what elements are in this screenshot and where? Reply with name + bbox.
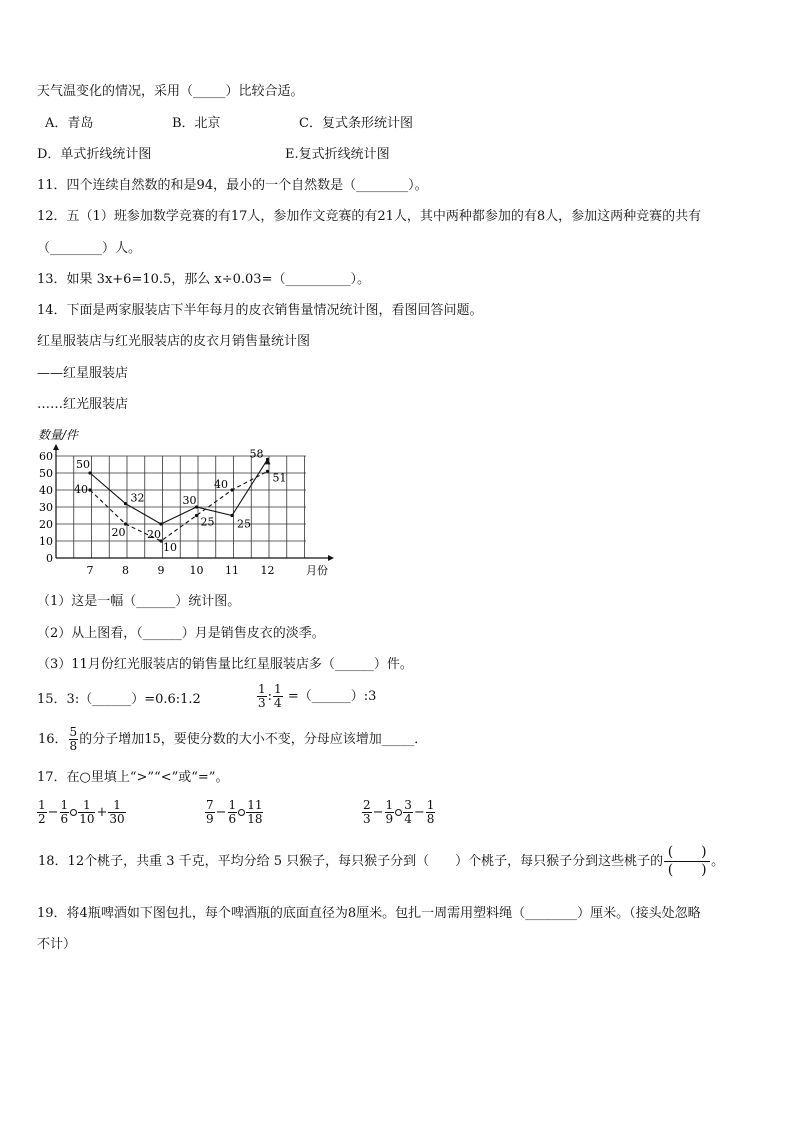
- question-14-1: （1）这是一幅（______）统计图。: [37, 594, 241, 609]
- y-tick-label: 40: [39, 484, 53, 497]
- legend-hongguang: ……红光服装店: [37, 397, 129, 412]
- compare-circle[interactable]: [395, 809, 402, 816]
- question-18: 18．12个桃子，共重 3 千克，平均分给 5 只猴子，每只猴子分到（ ）个桃子，每只猴子分到这些桃子的 ( ) ( )。: [38, 844, 725, 878]
- question-11: 11．四个连续自然数的和是94，最小的一个自然数是（________）。: [37, 178, 428, 193]
- data-point: [88, 471, 91, 474]
- question-19-line2: 不计）: [37, 937, 77, 952]
- question-14-3: （3）11月份红光服装店的销售量比红星服装店多（______）件。: [37, 657, 413, 672]
- data-label: 32: [130, 491, 145, 505]
- option-b: B．北京: [172, 116, 221, 131]
- question-14-2: （2）从上图看，（______）月是销售皮衣的淡季。: [37, 626, 325, 641]
- compare-circle[interactable]: [70, 809, 77, 816]
- y-tick-label: 60: [39, 450, 53, 463]
- y-tick-label: 20: [39, 518, 53, 531]
- data-label: 50: [76, 458, 90, 471]
- series-arrowhead: [265, 458, 271, 464]
- question-12-line2: （________）人。: [37, 241, 142, 256]
- data-label: 20: [111, 526, 126, 539]
- data-label: 51: [272, 471, 287, 485]
- data-label: 10: [163, 541, 177, 554]
- q10-tail: 天气温变化的情况，采用（_____）比较合适。: [37, 84, 304, 99]
- y-tick-label: 0: [46, 552, 53, 565]
- fraction-blank: ( ) ( ): [664, 844, 710, 879]
- data-label: 40: [74, 483, 88, 496]
- option-e: E.复式折线统计图: [285, 147, 390, 162]
- x-tick-label: 9: [157, 564, 165, 577]
- option-a: A．青岛: [45, 116, 94, 131]
- compare-2: $\frac{7}{9}$ − $\frac{1}{6}$ $\frac{11}{18}$: [206, 798, 263, 826]
- line-chart: [30, 422, 350, 582]
- question-17: 17．在○里填上“>”“<”或“=”。: [37, 770, 229, 785]
- question-14: 14．下面是两家服装店下半年每月的皮衣销售量情况统计图，看图回答问题。: [37, 303, 483, 318]
- x-tick-label: 7: [86, 564, 94, 577]
- compare-circle[interactable]: [238, 809, 245, 816]
- question-15-part2: $\frac{1}{3}$ : $\frac{1}{4}$ =（______）:3: [258, 682, 377, 710]
- question-13: 13．如果 3x+6=10.5，那么 x÷0.03=（__________）。: [37, 272, 370, 287]
- data-label: 25: [200, 515, 215, 529]
- y-tick-label: 10: [39, 535, 53, 548]
- x-tick-label: 8: [122, 564, 129, 577]
- data-point: [124, 502, 127, 505]
- option-d: D．单式折线统计图: [37, 147, 152, 162]
- data-label: 30: [182, 494, 197, 507]
- y-axis-arrow: [53, 444, 59, 450]
- compare-3: $\frac{2}{3}$ − $\frac{1}{9}$ $\frac{3}{4}$ − $\frac{1}{8}$: [363, 798, 435, 826]
- question-12-line1: 12．五（1）班参加数学竞赛的有17人，参加作文竞赛的有21人，其中两种都参加的有8人，参加这两种竞赛的共有: [37, 209, 702, 224]
- y-tick-label: 50: [39, 467, 53, 480]
- x-axis-arrow: [328, 555, 334, 561]
- compare-1: $\frac{1}{2}$ − $\frac{1}{6}$ $\frac{1}{10}$ + $\frac{1}{30}$: [38, 798, 125, 826]
- data-point: [230, 514, 233, 517]
- data-label: 58: [249, 447, 264, 461]
- x-tick-label: 10: [189, 564, 204, 577]
- data-point: [266, 470, 269, 473]
- legend-hongxing: ——红星服装店: [37, 366, 129, 381]
- question-19-line1: 19．将4瓶啤酒如下图包扎，每个啤酒瓶的底面直径为8厘米。包扎一周需用塑料绳（________）厘米。（接头处忽略: [37, 906, 701, 921]
- question-15-part1: 15．3:（______）=0.6:1.2: [37, 692, 201, 707]
- data-point: [159, 522, 162, 525]
- option-c: C．复式条形统计图: [299, 116, 413, 131]
- data-point: [230, 488, 233, 491]
- data-point: [195, 514, 198, 517]
- data-label: 25: [237, 517, 251, 531]
- y-axis-label: 数量/件: [38, 428, 79, 442]
- fraction-five-eighths: $\frac{5}{8}$: [69, 725, 78, 753]
- x-tick-label: 11: [225, 564, 239, 577]
- data-label: 20: [147, 528, 161, 541]
- data-point: [88, 488, 91, 491]
- fraction-one-third: $\frac{1}{3}$: [258, 682, 266, 710]
- chart-title: 红星服装店与红光服装店的皮衣月销售量统计图: [37, 334, 311, 349]
- data-label: 40: [214, 478, 228, 491]
- x-axis-label: 月份: [306, 564, 328, 577]
- fraction-one-fourth: $\frac{1}{4}$: [274, 682, 282, 710]
- series-line-hongxing: [90, 459, 268, 524]
- x-tick-label: 12: [260, 564, 275, 577]
- q15-answer-blank: =（______）:3: [287, 688, 377, 704]
- y-tick-label: 30: [39, 501, 53, 514]
- question-16: 16． $\frac{5}{8}$ 的分子增加15，要使分数的大小不变，分母应该增加_____．: [38, 725, 428, 753]
